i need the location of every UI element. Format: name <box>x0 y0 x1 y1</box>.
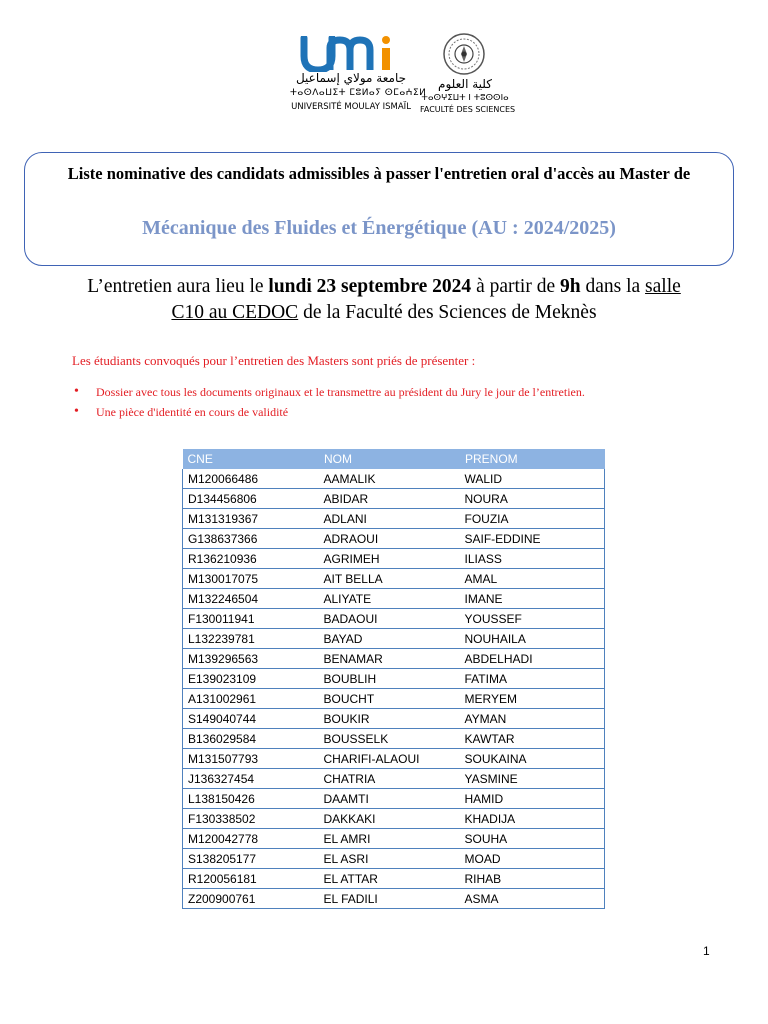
prenom-cell: SOUKAINA <box>460 749 605 769</box>
table-row <box>183 609 605 629</box>
prenom-cell: ABDELHADI <box>460 649 605 669</box>
interview-date: lundi 23 septembre 2024 <box>268 276 472 297</box>
nom-cell: EL ATTAR <box>319 869 460 889</box>
prenom-cell: RIHAB <box>460 869 605 889</box>
table-row <box>183 689 605 709</box>
faculty-seal-icon <box>442 32 486 76</box>
prenom-cell: MOAD <box>460 849 605 869</box>
prenom-cell: HAMID <box>460 789 605 809</box>
table-row <box>183 809 605 829</box>
page-number: 1 <box>703 944 710 958</box>
nom-cell: EL AMRI <box>319 829 460 849</box>
interview-info <box>40 274 728 326</box>
table-body <box>183 469 605 909</box>
interview-time: 9h <box>559 276 581 297</box>
prenom-cell: WALID <box>460 469 605 489</box>
intro-text-1: L’entretien aura lieu le <box>87 276 269 297</box>
header-logos <box>290 30 516 120</box>
nom-cell: BOUSSELK <box>319 729 460 749</box>
table-row <box>183 489 605 509</box>
column-header-prenom: PRENOM <box>460 449 605 469</box>
table-row <box>183 589 605 609</box>
prenom-cell: ASMA <box>460 889 605 909</box>
cne-cell: L132239781 <box>183 629 319 649</box>
nom-cell: DAAMTI <box>319 789 460 809</box>
prenom-cell: KHADIJA <box>460 809 605 829</box>
nom-cell: ABIDAR <box>319 489 460 509</box>
table-row <box>183 829 605 849</box>
table-row <box>183 549 605 569</box>
requirement-item: • Une pièce d'identité en cours de validité <box>72 403 585 423</box>
cne-cell: A131002961 <box>183 689 319 709</box>
prenom-cell: YASMINE <box>460 769 605 789</box>
nom-cell: BOUCHT <box>319 689 460 709</box>
umi-french-name: UNIVERSITÉ MOULAY ISMAÏL <box>291 102 411 112</box>
prenom-cell: AYMAN <box>460 709 605 729</box>
column-header-cne: CNE <box>183 449 319 469</box>
table-row <box>183 729 605 749</box>
nom-cell: ADLANI <box>319 509 460 529</box>
cne-cell: R136210936 <box>183 549 319 569</box>
table-row <box>183 569 605 589</box>
cne-cell: M139296563 <box>183 649 319 669</box>
cne-cell: M130017075 <box>183 569 319 589</box>
faculty-arabic-name: كلية العلوم <box>438 77 492 91</box>
cne-cell: F130011941 <box>183 609 319 629</box>
table-row <box>183 849 605 869</box>
cne-cell: Z200900761 <box>183 889 319 909</box>
nom-cell: EL FADILI <box>319 889 460 909</box>
umi-logo-mark <box>300 36 404 72</box>
table-row <box>183 789 605 809</box>
prenom-cell: NOUHAILA <box>460 629 605 649</box>
nom-cell: ADRAOUI <box>319 529 460 549</box>
prenom-cell: FATIMA <box>460 669 605 689</box>
intro-text-3: dans la <box>580 276 646 297</box>
interview-room-2: C10 au CEDOC <box>171 302 299 323</box>
title-box <box>24 152 734 266</box>
cne-cell: M131319367 <box>183 509 319 529</box>
master-program-title: Mécanique des Fluides et Énergétique (AU : 2024/2025) <box>142 217 616 239</box>
table-row <box>183 749 605 769</box>
nom-cell: BADAOUI <box>319 609 460 629</box>
cne-cell: J136327454 <box>183 769 319 789</box>
cne-cell: F130338502 <box>183 809 319 829</box>
candidates-table <box>182 449 605 909</box>
requirements-list <box>72 383 585 423</box>
nom-cell: BAYAD <box>319 629 460 649</box>
cne-cell: M132246504 <box>183 589 319 609</box>
table-row <box>183 469 605 489</box>
umi-arabic-name: جامعة مولاي إسماعيل <box>295 71 407 85</box>
cne-cell: M120042778 <box>183 829 319 849</box>
nom-cell: AIT BELLA <box>319 569 460 589</box>
nom-cell: AAMALIK <box>319 469 460 489</box>
table-row <box>183 509 605 529</box>
prenom-cell: NOURA <box>460 489 605 509</box>
table-row <box>183 629 605 649</box>
nom-cell: CHATRIA <box>319 769 460 789</box>
table-row <box>183 529 605 549</box>
prenom-cell: KAWTAR <box>460 729 605 749</box>
cne-cell: G138637366 <box>183 529 319 549</box>
table-row <box>183 769 605 789</box>
document-title: Liste nominative des candidats admissibles à passer l'entretien oral d'accès au Master de <box>67 164 691 183</box>
nom-cell: AGRIMEH <box>319 549 460 569</box>
table-row <box>183 869 605 889</box>
requirement-item: • Dossier avec tous les documents originaux et le transmettre au président du Jury le jour de l’entretien. <box>72 383 585 403</box>
table-row <box>183 649 605 669</box>
nom-cell: ALIYATE <box>319 589 460 609</box>
prenom-cell: IMANE <box>460 589 605 609</box>
prenom-cell: FOUZIA <box>460 509 605 529</box>
table-row <box>183 669 605 689</box>
table-header-row <box>183 449 605 469</box>
cne-cell: L138150426 <box>183 789 319 809</box>
interview-room-1: salle <box>645 276 681 297</box>
prenom-cell: YOUSSEF <box>460 609 605 629</box>
nom-cell: BOUBLIH <box>319 669 460 689</box>
cne-cell: E139023109 <box>183 669 319 689</box>
prenom-cell: ILIASS <box>460 549 605 569</box>
nom-cell: DAKKAKI <box>319 809 460 829</box>
cne-cell: R120056181 <box>183 869 319 889</box>
prenom-cell: SAIF-EDDINE <box>460 529 605 549</box>
umi-logo <box>290 30 427 120</box>
cne-cell: B136029584 <box>183 729 319 749</box>
cne-cell: D134456806 <box>183 489 319 509</box>
table-row <box>183 709 605 729</box>
table-row <box>183 889 605 909</box>
cne-cell: M131507793 <box>183 749 319 769</box>
prenom-cell: MERYEM <box>460 689 605 709</box>
cne-cell: S149040744 <box>183 709 319 729</box>
nom-cell: EL ASRI <box>319 849 460 869</box>
faculty-logo <box>420 30 516 120</box>
faculty-tifinagh-name: ⵜⴰⵙⵖⵉⵡⵜ ⵏ ⵜⵓⵙⵙⵏⴰ <box>421 93 509 103</box>
prenom-cell: AMAL <box>460 569 605 589</box>
nom-cell: CHARIFI-ALAOUI <box>319 749 460 769</box>
notice-text: Les étudiants convoqués pour l’entretien des Masters sont priés de présenter : <box>72 353 476 368</box>
cne-cell: S138205177 <box>183 849 319 869</box>
intro-text-4: de la Faculté des Sciences de Meknès <box>298 302 597 323</box>
faculty-french-name: FACULTÉ DES SCIENCES <box>420 105 516 114</box>
umi-tifinagh-name: ⵜⴰⵙⴷⴰⵡⵉⵜ ⵎⵓⵍⴰⵢ ⵙⵎⴰⵄⵉⵍ <box>290 88 427 98</box>
nom-cell: BENAMAR <box>319 649 460 669</box>
cne-cell: M120066486 <box>183 469 319 489</box>
nom-cell: BOUKIR <box>319 709 460 729</box>
intro-text-2: à partir de <box>471 276 560 297</box>
prenom-cell: SOUHA <box>460 829 605 849</box>
column-header-nom: NOM <box>319 449 460 469</box>
